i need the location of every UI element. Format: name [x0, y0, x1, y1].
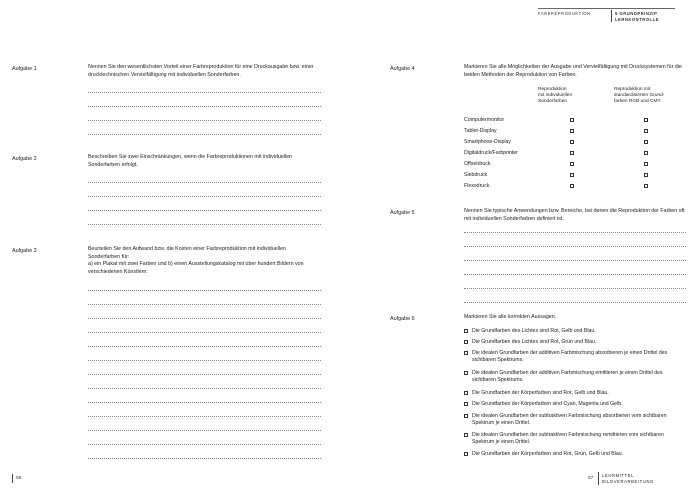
row-label: Digitaldruck/Farbprinter: [464, 150, 518, 156]
answer-line: [464, 260, 686, 261]
statement-item[interactable]: [464, 401, 684, 408]
statement-checkbox[interactable]: [464, 391, 468, 395]
task-4-label: Aufgabe 4: [390, 66, 415, 72]
answer-line: [88, 444, 321, 445]
right-page: [348, 0, 695, 492]
task-5-text: Nennen Sie typische Anwendungen bzw. Bereiche, bei denen die Reproduktion der Farben oft mit individuellen Sonderfarben definiert ist.: [464, 208, 685, 222]
table-row: [464, 128, 684, 138]
answer-line: [464, 274, 686, 275]
task-5-answer-area[interactable]: [464, 228, 686, 303]
checkbox-individual[interactable]: [570, 140, 574, 144]
answer-line: [88, 346, 321, 347]
checkbox-standard[interactable]: [644, 151, 648, 155]
answer-line: [88, 388, 321, 389]
checkbox-individual[interactable]: [570, 173, 574, 177]
table-row: [464, 150, 684, 160]
task-1-text: Nennen Sie den wesentlichsten Vorteil einer Farbreproduktion für eine Druckausgabe bzw. einer drucktechnischen Vervielfältigung mit individuellen Sonderfarben.: [88, 64, 314, 78]
statement-text: Die Grundfarben des Lichtes sind Rot, Grün und Blau.: [472, 339, 597, 345]
statement-checkbox[interactable]: [464, 402, 468, 406]
statement-item[interactable]: [464, 413, 684, 427]
statement-checkbox[interactable]: [464, 414, 468, 418]
brand-line-1: LEHRMITTEL: [602, 473, 635, 478]
checkbox-standard[interactable]: [644, 129, 648, 133]
left-page: [0, 0, 347, 492]
statement-item[interactable]: [464, 432, 684, 446]
statement-item[interactable]: [464, 328, 684, 335]
statement-item[interactable]: [464, 390, 684, 397]
answer-line: [464, 246, 686, 247]
row-label: Smartphone-Display: [464, 139, 511, 145]
checkbox-individual[interactable]: [570, 151, 574, 155]
checkbox-standard[interactable]: [644, 118, 648, 122]
task-2-text: Beschreiben Sie zwei Einschränkungen, wenn die Farbreproduktionen mit individuellen Sonderfarben erfolgt.: [88, 154, 293, 168]
checkbox-standard[interactable]: [644, 162, 648, 166]
checkbox-standard[interactable]: [644, 184, 648, 188]
table-col-header-1: Reproduktion mit individuellen Sonderfarben: [538, 87, 573, 105]
statement-text: Die idealen Grundfarben der additiven Farbmischung absorbieren je einen Drittel des sichtbaren Spektrums.: [472, 350, 668, 363]
statement-checkbox[interactable]: [464, 371, 468, 375]
header-subsection: LERNKONTROLLE: [615, 17, 659, 22]
task-3-answer-area[interactable]: [88, 286, 321, 466]
answer-line: [88, 290, 321, 291]
row-label: Offsetdruck: [464, 161, 491, 167]
answer-line: [88, 106, 321, 107]
statement-text: Die Grundfarben des Lichtes sind Rot, Gelb und Blau.: [472, 328, 596, 334]
statement-checkbox[interactable]: [464, 340, 468, 344]
statement-checkbox[interactable]: [464, 452, 468, 456]
brand-line-2: BILDVERARBEITUNG: [602, 479, 654, 484]
checkbox-individual[interactable]: [570, 184, 574, 188]
answer-line: [88, 120, 321, 121]
footer-bar: [12, 474, 13, 483]
task-5-label: Aufgabe 5: [390, 210, 415, 216]
answer-line: [464, 288, 686, 289]
statement-text: Die Grundfarben der Körperfarben sind Cyan, Magenta und Gelb.: [472, 401, 623, 407]
table-row: [464, 161, 684, 171]
answer-line: [88, 92, 321, 93]
row-label: Siebdruck: [464, 172, 488, 178]
task-4-table: [464, 117, 684, 197]
statement-item[interactable]: [464, 370, 684, 384]
table-col-header-2: Reproduktion mit standardisierten Grund- farben RGB und CMY: [614, 87, 665, 105]
statement-text: Die Grundfarben der Körperfarben sind Rot, Gelb und Blau.: [472, 390, 609, 396]
answer-line: [88, 374, 321, 375]
answer-line: [88, 224, 321, 225]
answer-line: [464, 302, 686, 303]
statement-checkbox[interactable]: [464, 329, 468, 333]
statement-item[interactable]: [464, 451, 684, 458]
statement-checkbox[interactable]: [464, 433, 468, 437]
task-2-label: Aufgabe 2: [12, 156, 37, 162]
statement-item[interactable]: [464, 339, 684, 346]
answer-line: [88, 430, 321, 431]
task-6-label: Aufgabe 6: [390, 316, 415, 322]
checkbox-standard[interactable]: [644, 140, 648, 144]
header-divider: [611, 10, 612, 22]
answer-line: [88, 458, 321, 459]
task-1-answer-area[interactable]: [88, 88, 321, 148]
answer-line: [88, 332, 321, 333]
answer-line: [88, 210, 321, 211]
page-number: 56: [16, 476, 22, 481]
task-2-answer-area[interactable]: [88, 178, 321, 238]
answer-line: [88, 402, 321, 403]
row-label: Computermonitor: [464, 117, 505, 123]
task-4-text: Markieren Sie alle Möglichkeiten der Ausgabe und Vervielfältigung mit Drucksystemen für die beiden Methoden der Reproduktion von Farben.: [464, 64, 682, 78]
table-row: [464, 172, 684, 182]
table-row: [464, 139, 684, 149]
table-row: [464, 117, 684, 127]
page-number: 57: [588, 476, 594, 481]
statement-checkbox[interactable]: [464, 351, 468, 355]
answer-line: [88, 360, 321, 361]
checkbox-individual[interactable]: [570, 118, 574, 122]
statement-text: Die idealen Grundfarben der additiven Farbmischung emittieren je einen Drittel des sichtbaren Spektrums.: [472, 370, 663, 383]
footer-bar: [598, 472, 599, 485]
answer-line: [88, 318, 321, 319]
answer-line: [88, 182, 321, 183]
answer-line: [464, 232, 686, 233]
task-3-text: Beurteilen Sie den Aufwand bzw. die Kosten einer Farbreproduktion mit individuellen Sonderfarben für: a) ein Plakat mit zwei Farben und b) einen Ausstellungskatalog mit über hundert Bildern von verschiedenen Künstlern.: [88, 246, 304, 275]
statement-text: Die idealen Grundfarben der subtraktiven Farbmischung absorbieren vom sichtbaren Spektrum je einen Drittel.: [472, 413, 667, 426]
header-section: 5 GRUNDPRINZIP: [615, 11, 658, 16]
statement-text: Die Grundfarben der Körperfarben sind Rot, Grün, Gelb und Blau.: [472, 451, 624, 457]
task-1-label: Aufgabe 1: [12, 66, 37, 72]
checkbox-standard[interactable]: [644, 173, 648, 177]
checkbox-individual[interactable]: [570, 129, 574, 133]
task-3-label: Aufgabe 3: [12, 248, 37, 254]
header-rule: [538, 8, 675, 9]
row-label: Tablet-Display: [464, 128, 497, 134]
statement-text: Die idealen Grundfarben der subtraktiven Farbmischung remittieren vom sichtbaren Spektrum je einen Drittel.: [472, 432, 664, 445]
header-chapter: FARBREPRODUKTION: [538, 11, 591, 16]
task-6-text: Markieren Sie alle korrekten Aussagen.: [464, 314, 557, 320]
statement-item[interactable]: [464, 350, 684, 364]
answer-line: [88, 416, 321, 417]
answer-line: [88, 196, 321, 197]
answer-line: [88, 134, 321, 135]
answer-line: [88, 304, 321, 305]
checkbox-individual[interactable]: [570, 162, 574, 166]
row-label: Flexodruck: [464, 183, 490, 189]
table-row: [464, 183, 684, 193]
